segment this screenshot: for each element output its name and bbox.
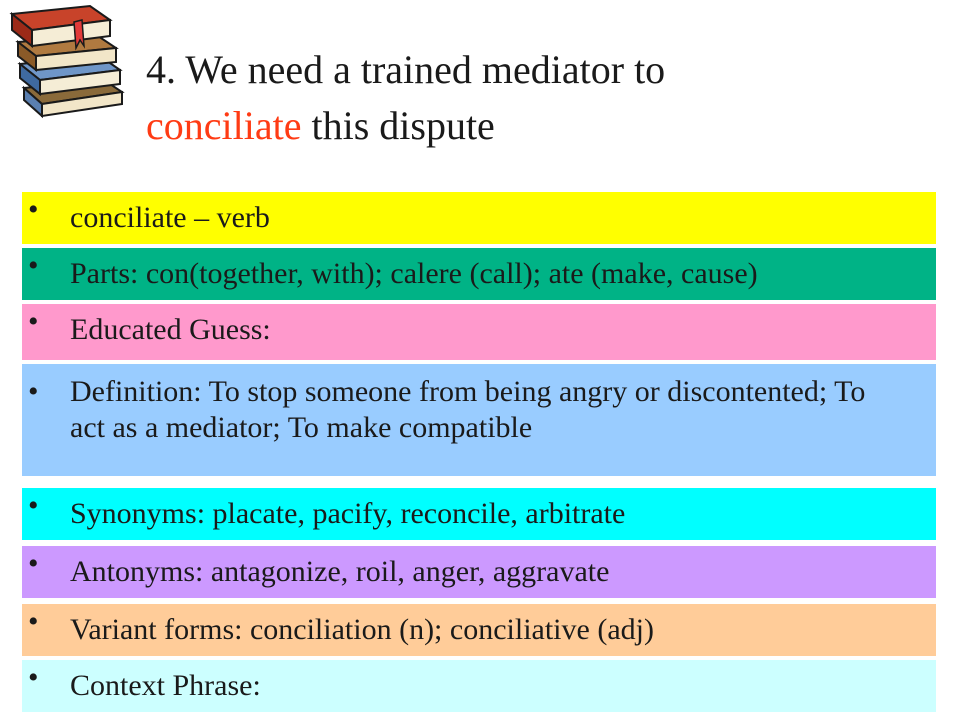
slide-title <box>146 42 665 154</box>
title-keyword: conciliate <box>146 103 302 148</box>
bullet: • <box>28 605 39 638</box>
row-educated-guess <box>22 304 936 360</box>
bullet: • <box>28 193 39 226</box>
row-context-phrase <box>22 660 936 712</box>
title-line-2-suffix: this dispute <box>301 103 495 148</box>
bullet: • <box>28 661 39 694</box>
row-parts <box>22 248 936 300</box>
row-text: Antonyms: antagonize, roil, anger, aggravate <box>70 555 610 588</box>
title-line-1: 4. We need a trained mediator to <box>146 47 666 92</box>
bullet: • <box>28 375 39 408</box>
row-text: Educated Guess: <box>70 313 271 346</box>
stack-of-books-icon <box>4 0 134 125</box>
bullet: • <box>28 305 39 338</box>
bullet: • <box>28 489 39 522</box>
row-text: Context Phrase: <box>70 669 261 702</box>
bullet: • <box>28 249 39 282</box>
row-text: Definition: To stop someone from being angry or discontented; To act as a mediator; To make compatible <box>70 375 866 444</box>
row-part-of-speech <box>22 192 936 244</box>
row-synonyms <box>22 488 936 540</box>
row-variant-forms <box>22 604 936 656</box>
bullet: • <box>28 547 39 580</box>
row-text: conciliate – verb <box>70 201 270 234</box>
row-text: Synonyms: placate, pacify, reconcile, arbitrate <box>70 497 626 530</box>
row-text: Variant forms: conciliation (n); conciliative (adj) <box>70 613 654 646</box>
row-definition <box>22 364 936 476</box>
row-antonyms <box>22 546 936 598</box>
row-text: Parts: con(together, with); calere (call); ate (make, cause) <box>70 257 758 290</box>
